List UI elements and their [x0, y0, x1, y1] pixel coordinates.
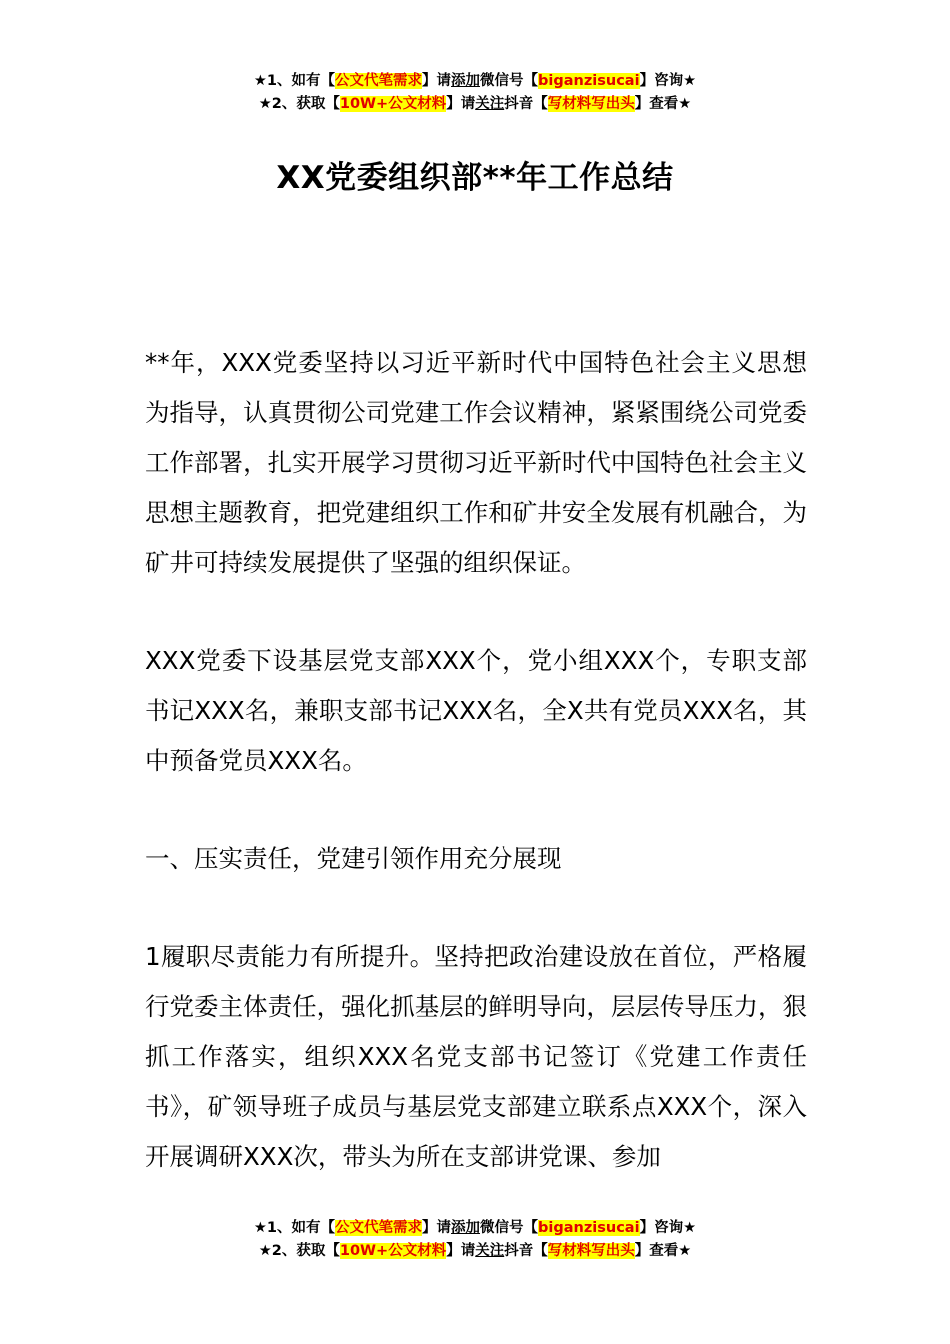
promo-underline: 关注: [475, 96, 505, 112]
header-promo-banner: [0, 70, 950, 116]
promo-highlight: 公文代笔需求: [335, 73, 423, 89]
promo-douyin-id: 写材料写出头: [547, 1243, 635, 1259]
promo-text: 】请: [422, 73, 452, 89]
promo-text: ★1、如有【: [253, 1220, 336, 1236]
paragraph-stats: XXX党委下设基层党支部XXX个，党小组XXX个，专职支部书记XXX名，兼职支部书记XXX名，全X共有党员XXX名，其中预备党员XXX名。: [145, 646, 807, 775]
promo-line-2: [0, 1240, 950, 1263]
document-body: [145, 338, 807, 1230]
promo-line-1: [0, 70, 950, 93]
promo-text: 】请: [422, 1220, 452, 1236]
document-title: XX党委组织部**年工作总结: [276, 160, 674, 196]
promo-text: 】请: [446, 1243, 476, 1259]
promo-text: 】查看★: [634, 96, 692, 112]
promo-text: 抖音【: [504, 1243, 548, 1259]
promo-line-1: [0, 1217, 950, 1240]
promo-text: 抖音【: [504, 96, 548, 112]
footer-promo-banner: [0, 1217, 950, 1263]
promo-douyin-id: 写材料写出头: [547, 96, 635, 112]
promo-text: ★1、如有【: [253, 73, 336, 89]
promo-text: ★2、获取【: [258, 96, 340, 112]
paragraph-section-1: 1履职尽责能力有所提升。坚持把政治建设放在首位，严格履行党委主体责任，强化抓基层的鲜明导向，层层传导压力，狠抓工作落实，组织XXX名党支部书记签订《党建工作责任书》，矿领导班子成员与基层党支部建立联系点XXX个，深入开展调研XXX次，带头为所在支部讲党课、参加: [145, 942, 807, 1171]
promo-highlight: 10W+公文材料: [339, 96, 447, 112]
promo-wechat-id: biganzisucai: [538, 73, 640, 89]
promo-wechat-id: biganzisucai: [538, 1220, 640, 1236]
promo-highlight: 10W+公文材料: [339, 1243, 447, 1259]
section-heading: 一、压实责任，党建引领作用充分展现: [145, 844, 562, 873]
promo-text: 微信号【: [480, 1220, 539, 1236]
promo-line-2: [0, 93, 950, 116]
promo-text: 】咨询★: [639, 1220, 697, 1236]
promo-highlight: 公文代笔需求: [335, 1220, 423, 1236]
promo-text: 】咨询★: [639, 73, 697, 89]
promo-underline: 添加: [451, 1220, 481, 1236]
promo-underline: 添加: [451, 73, 481, 89]
paragraph-intro: **年，XXX党委坚持以习近平新时代中国特色社会主义思想为指导，认真贯彻公司党建工作会议精神，紧紧围绕公司党委工作部署，扎实开展学习贯彻习近平新时代中国特色社会主义思想主题教育，把党建组织工作和矿井安全发展有机融合，为矿井可持续发展提供了坚强的组织保证。: [145, 348, 807, 577]
promo-underline: 关注: [475, 1243, 505, 1259]
promo-text: 】查看★: [634, 1243, 692, 1259]
promo-text: ★2、获取【: [258, 1243, 340, 1259]
promo-text: 微信号【: [480, 73, 539, 89]
promo-text: 】请: [446, 96, 476, 112]
